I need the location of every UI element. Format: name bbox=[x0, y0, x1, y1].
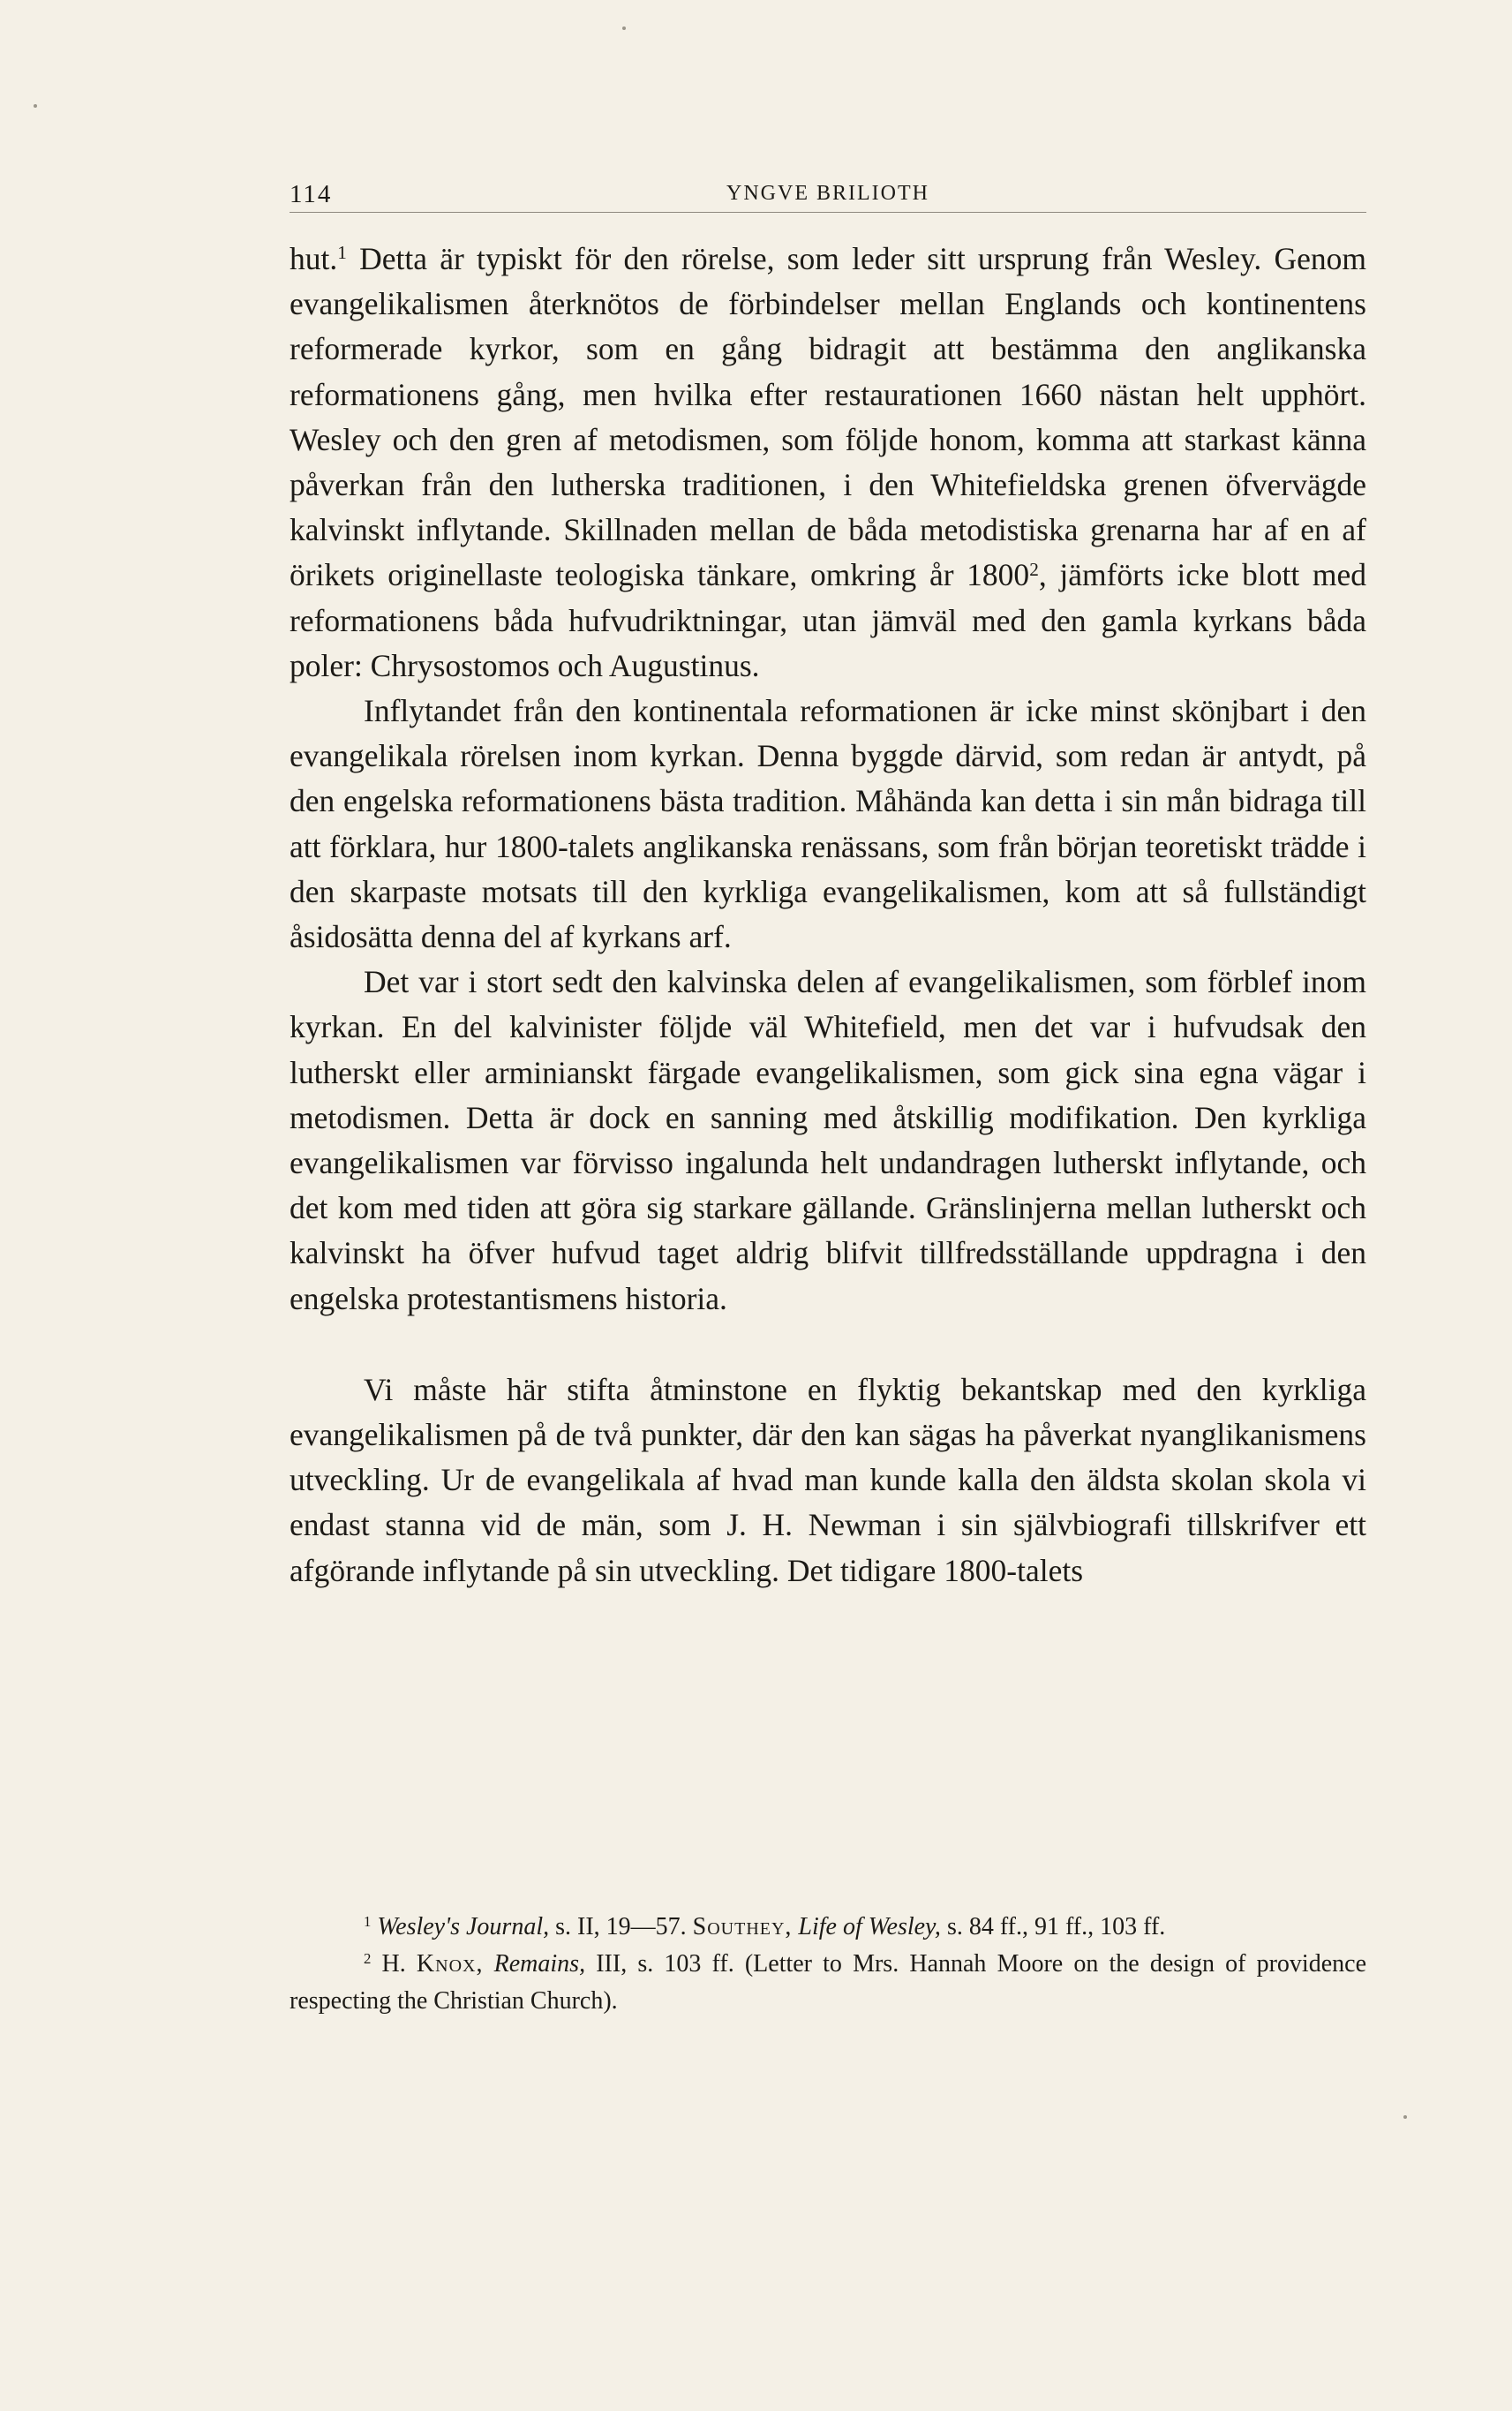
paragraph bbox=[290, 960, 1366, 1322]
footnote-marker: 2 bbox=[364, 1949, 372, 1967]
text-run bbox=[483, 1950, 493, 1978]
paper-speck bbox=[1403, 2115, 1407, 2119]
text-run: Vi måste här stifta åtminstone en flyktig bekantskap med den kyrkliga evangelikalismen på de två punkter, där den kan sägas ha påverkat nyanglikanismens utveckling. Ur de evangelikala af hvad man kunde kalla den äldsta skolan skola vi endast stanna vid de män, som J. H. Newman i sin självbiografi tillskrifver ett afgörande inflytande på sin utveckling. Det tidigare 1800-talets bbox=[290, 1371, 1366, 1588]
text-run: , jämförts icke blott med reformationens båda hufvudriktningar, utan jämväl med den gamla kyrkans båda poler: Chrysostomos och Augustinus. bbox=[290, 557, 1367, 683]
footnotes bbox=[290, 1909, 1366, 2020]
text-run: Inflytandet från den kontinentala reformationen är icke minst skönjbart i den evangelikala rörelsen inom kyrkan. Denna byggde därvid, som redan är antydt, på den engelska reformationens bästa tradition. Måhända kan detta i sin mån bidraga till att förklara, hur 1800-talets anglikanska renässans, som från början teoretiskt trädde i den skarpaste motsats till den kyrkliga evangelikalismen, kom att så fullständigt åsidosätta denna del af kyrkans arf. bbox=[290, 693, 1366, 955]
text-run: hut. bbox=[290, 241, 338, 276]
footnote bbox=[290, 1946, 1366, 2020]
text-run: H. bbox=[371, 1950, 417, 1978]
text-run: III, s. 103 ff. (Letter to Mrs. Hannah Moore on the design of providence respecting the Christian Church). bbox=[290, 1950, 1366, 2015]
paper-speck bbox=[622, 26, 626, 30]
author-name: Southey, bbox=[692, 1913, 793, 1940]
italic-title: Remains, bbox=[493, 1950, 586, 1978]
footnote-marker: 2 bbox=[1029, 558, 1039, 580]
running-title: YNGVE BRILIOTH bbox=[726, 182, 929, 205]
section-break bbox=[290, 1322, 1366, 1367]
paragraph bbox=[290, 1367, 1366, 1594]
footnote bbox=[290, 1909, 1366, 1946]
footnote-marker: 1 bbox=[337, 242, 347, 264]
author-name: Knox, bbox=[416, 1950, 484, 1978]
page-number: 114 bbox=[290, 180, 333, 208]
text-run: Det var i stort sedt den kalvinska delen af evangelikalismen, som förblef inom kyrkan. En del kalvinister följde väl Whitefield, men det var i hufvudsak den lutherskt eller arminianskt färgade evangelikalismen, som gick sina egna vägar i metodismen. Detta är dock en sanning med åtskillig modifikation. Den kyrkliga evangelikalismen var förvisso ingalunda helt undandragen lutherskt inflytande, och det kom med tiden att göra sig starkare gällande. Gränslinjerna mellan lutherskt och kalvinskt ha öfver hufvud taget aldrig blifvit tillfredsställande uppdragna i den engelska protestantismens historia. bbox=[290, 964, 1366, 1316]
italic-title: Life of Wesley, bbox=[798, 1913, 941, 1940]
footnote-marker: 1 bbox=[364, 1912, 372, 1930]
running-head bbox=[290, 177, 1366, 213]
paragraph bbox=[290, 237, 1366, 689]
text-run: Detta är typiskt för den rörelse, som leder sitt ursprung från Wesley. Genom evangelikalismen återknötos de förbindelser mellan Englands och kontinentens reformerade kyrkor, som en gång bidragit att bestämma den anglikanska reformationens gång, men hvilka efter restaurationen 1660 nästan helt upphört. Wesley och den gren af metodismen, som följde honom, komma att starkast känna påverkan från den lutherska traditionen, i den Whitefieldska grenen öfvervägde kalvinskt inflytande. Skillnaden mellan de båda metodistiska grenarna har af en af örikets originellaste teologiska tänkare, omkring år 1800 bbox=[290, 241, 1366, 593]
italic-title: Wesley's Journal, bbox=[377, 1913, 550, 1940]
paragraph bbox=[290, 689, 1366, 960]
paper-speck bbox=[34, 104, 37, 108]
body-text bbox=[290, 237, 1366, 1594]
text-run: s. 84 ff., 91 ff., 103 ff. bbox=[940, 1913, 1166, 1940]
text-run: s. II, 19—57. bbox=[549, 1913, 693, 1940]
